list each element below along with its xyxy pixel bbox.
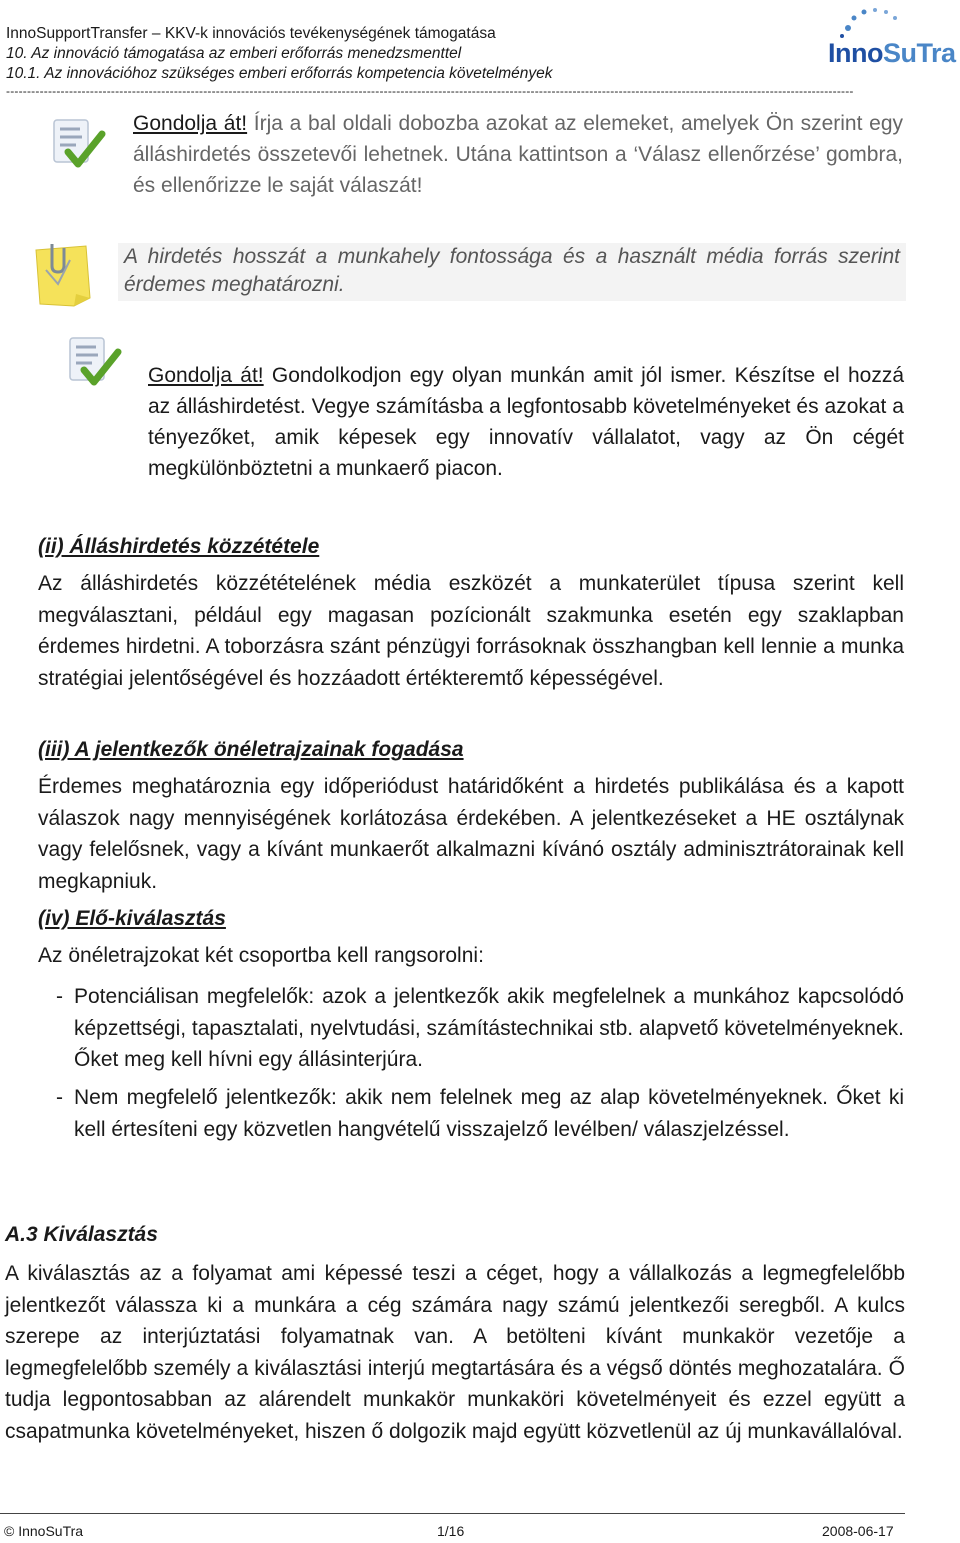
header-subchapter: 10.1. Az innovációhoz szükséges emberi erőforrás kompetencia követelmények	[6, 65, 553, 82]
footer-page-number: 1/16	[437, 1523, 465, 1539]
footer-copyright: © InnoSuTra	[4, 1523, 84, 1539]
sticky-note-icon	[30, 240, 96, 312]
section-iii	[38, 735, 904, 897]
section-heading: A.3 Kiválasztás	[5, 1223, 158, 1246]
section-text: Az álláshirdetés közzétételének média eszközét a munkaterület típusa szerint kell megválasztani, például egy magasan pozícionált szakmunka esetén egy szaklapban érdemes hirdetni. A toborzásra szánt pénzügyi forrásoknak összhangban kell lennie a munka stratégiai jelentőségével és hozzáadott értékteremtő képességével.	[38, 572, 904, 690]
list-item: Potenciálisan megfelelők: azok a jelentkezők akik megfelelnek a munkához kapcsolódó képzettségi, tapasztalati, nyelvtudási, számítástechnikai stb. alapvető követelményeknek. Őket meg kell hívni egy állásinterjúra.	[74, 985, 904, 1071]
section-text: A kiválasztás az a folyamat ami képessé teszi a céget, hogy a vállalkozás a legmegfelelőbb jelentkezőt válassza ki a munkára a cég számára nagy számú jelentkezői seregből. A kulcs szerepe az interjúztatási folyamatnak van. A betölteni kívánt munkakör vezetője a legmegfelelőbb személy a kiválasztási interjú megtartására és a végső döntés meghozatalára. Ő tudja legpontosabban az alárendelt munkakör munkaköri követelményeit és ezzel együtt a csapatmunka követelményeket, hiszen ő dolgozik majd együtt közvetlenül az új munkavállalóval.	[5, 1262, 905, 1443]
logo-wordmark: InnoSuTra	[828, 38, 956, 68]
bullet-marker: -	[56, 1086, 63, 1109]
document-header	[6, 24, 826, 84]
innosutra-logo	[828, 6, 958, 70]
think-paragraph-2: Gondolja át! Gondolkodjon egy olyan munkán amit jól ismer. Készítse el hozzá az álláshirdetést. Vegye számításba a legfontosabb követelményeket és azokat a tényezőket, amik képesek egy innovatív vállalatot, vagy az Ön cégét megkülönböztetni a munkaerő piacon.	[148, 364, 904, 480]
header-separator: ----------------------------------------------------------------------------------------------------------------------------------------------------------------------------------------------------------	[6, 84, 854, 98]
list-item: Nem megfelelő jelentkezők: akik nem felelnek meg az alap követelményeknek. Őket ki kell értesíteni egy közvetlen hangvételű visszajelző levélben/ válaszjelzéssel.	[74, 1086, 904, 1141]
footer-date: 2008-06-17	[822, 1523, 894, 1539]
footer-divider	[0, 1513, 905, 1514]
section-text: Érdemes meghatároznia egy időperiódust határidőként a hirdetés publikálása és a kapott válaszok nagy mennyiségének korlátozása érdekében. A jelentkezéseket a HE osztálynak vagy felelősnek, vagy a kívánt munkaerőt alkalmazni kívánó osztály adminisztrátorainak kell megkapniuk.	[38, 775, 904, 893]
section-heading: (iv) Elő-kiválasztás	[38, 907, 226, 930]
think-link[interactable]: Gondolja át!	[148, 364, 264, 387]
checklist-icon	[46, 114, 108, 176]
section-iv	[38, 904, 904, 972]
section-a3	[5, 1220, 905, 1447]
think-link[interactable]: Gondolja át!	[133, 112, 248, 135]
section-heading: (ii) Álláshirdetés közzététele	[38, 535, 320, 558]
note-box: A hirdetés hosszát a munkahely fontossága és a használt média forrás szerint érdemes meghatározni.	[118, 243, 906, 301]
section-intro: Az önéletrajzokat két csoportba kell rangsorolni:	[38, 944, 484, 967]
section-heading: (iii) A jelentkezők önéletrajzainak fogadása	[38, 738, 464, 761]
think-paragraph-1: Gondolja át! Írja a bal oldali dobozba azokat az elemeket, amelyek Ön szerint egy álláshirdetés összetevői lehetnek. Utána kattintson a ‘Válasz ellenőrzése’ gombra, és ellenőrizze le saját válaszát!	[133, 112, 903, 197]
header-title: InnoSupportTransfer – KKV-k innovációs tevékenységének támogatása	[6, 25, 496, 42]
logo-dots-icon	[828, 6, 958, 40]
section-ii	[38, 532, 904, 694]
header-chapter: 10. Az innováció támogatása az emberi erőforrás menedzsmenttel	[6, 45, 462, 62]
bullet-marker: -	[56, 985, 63, 1008]
